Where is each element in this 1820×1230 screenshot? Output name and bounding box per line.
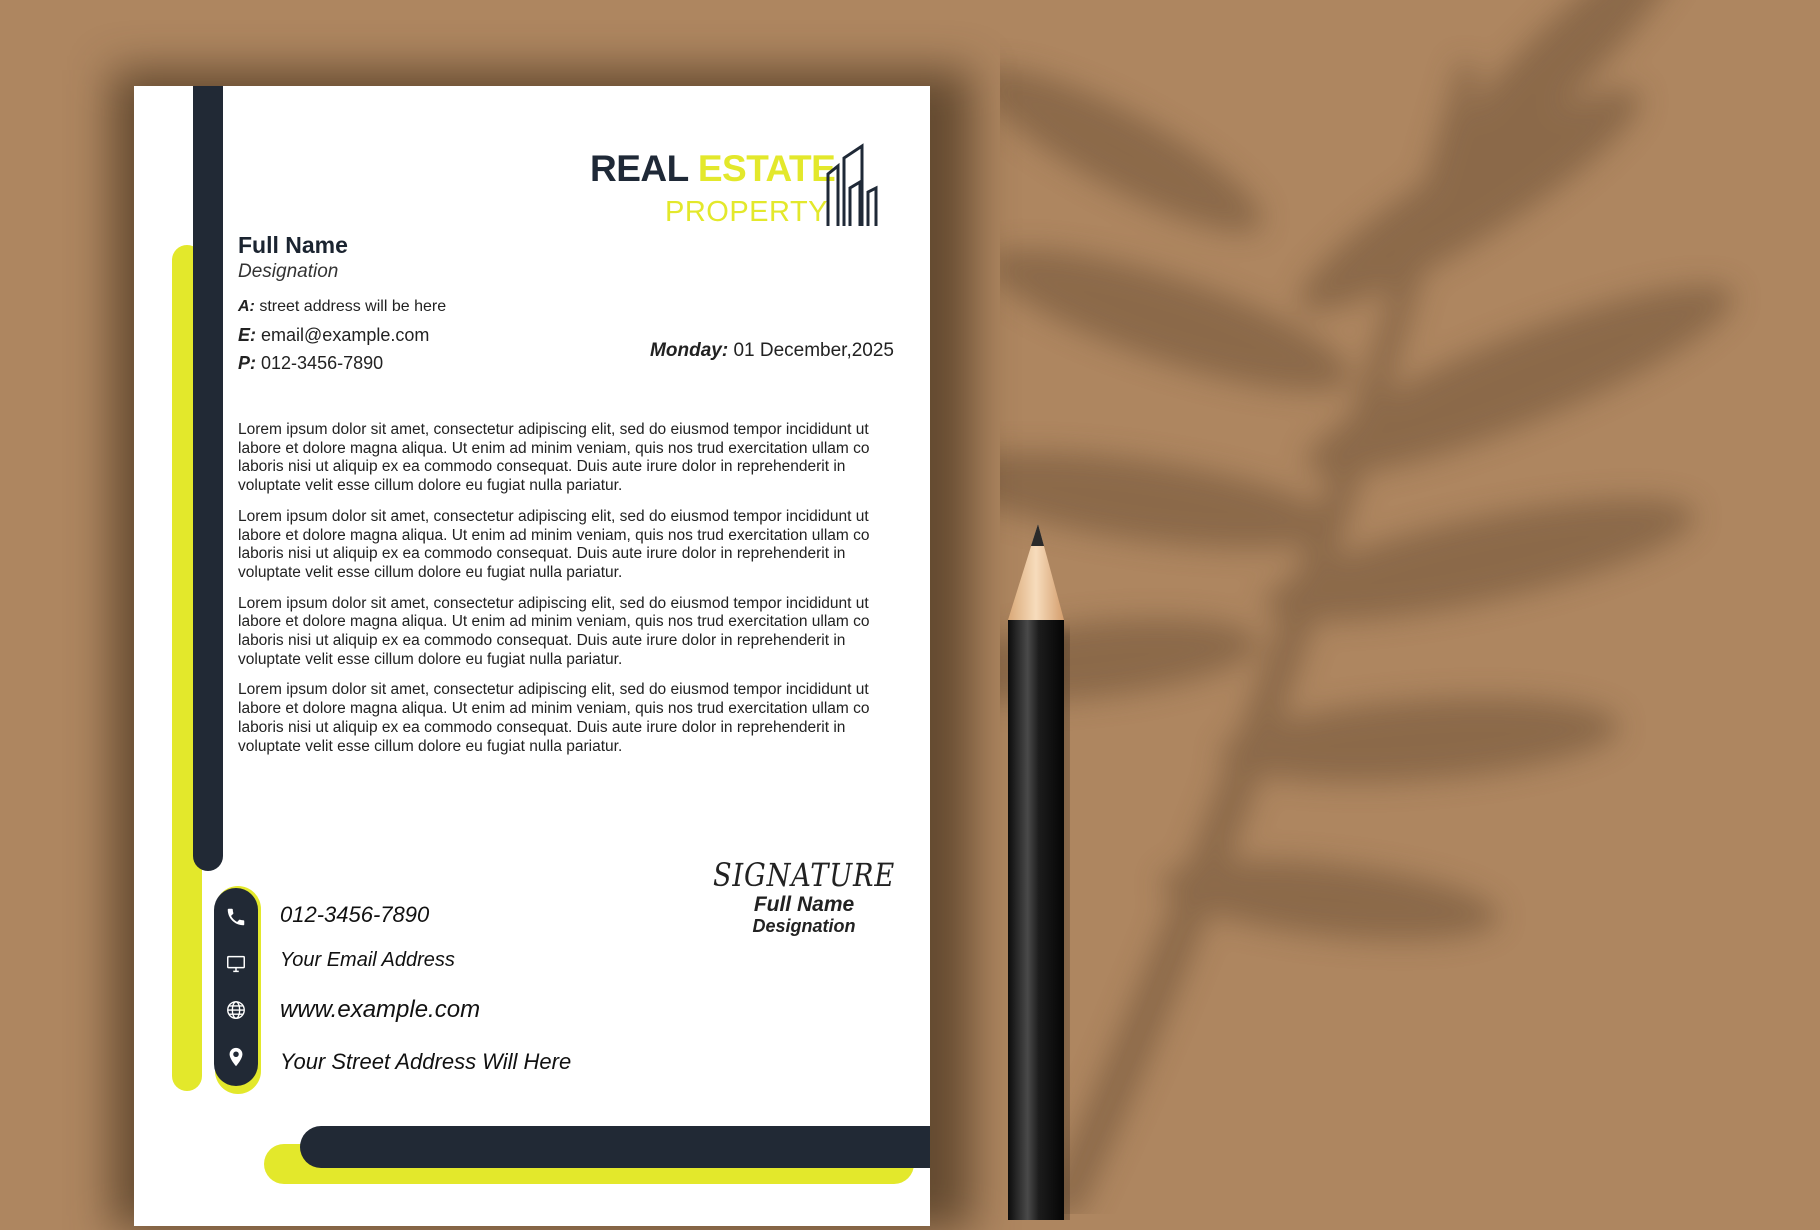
- signature-designation: Designation: [752, 916, 856, 936]
- body-paragraph: Lorem ipsum dolor sit amet, consectetur adipiscing elit, sed do eiusmod tempor incididunt ut labore et dolore magna aliqua. Ut enim ad minim veniam, quis nos trud exercitation ullam co laboris nisi ut aliquip ex ea commodo consequat. Duis aute irure dolor in reprehenderit in voluptate velit esse cillum dolore eu fugiat nulla pariatur.: [238, 594, 870, 668]
- building-logo-icon: [824, 136, 880, 226]
- letter-body: [238, 421, 900, 768]
- sender-email[interactable]: email@example.com: [261, 325, 430, 345]
- footer-address: Your Street Address Will Here: [280, 1049, 572, 1074]
- logo-word-estate: ESTATE: [697, 148, 836, 189]
- email-label: E:: [238, 325, 256, 345]
- location-pin-icon: [225, 1046, 247, 1068]
- sender-phone: 012-3456-7890: [261, 353, 384, 373]
- footer-website[interactable]: www.example.com: [280, 996, 481, 1023]
- leaf-shadow: [1000, 0, 1820, 1214]
- body-paragraph: Lorem ipsum dolor sit amet, consectetur adipiscing elit, sed do eiusmod tempor incididunt ut labore et dolore magna aliqua. Ut enim ad minim veniam, quis nos trud exercitation ullam co laboris nisi ut aliquip ex ea commodo consequat. Duis aute irure dolor in reprehenderit in voluptate velit esse cillum dolore eu fugiat nulla pariatur.: [238, 681, 870, 755]
- logo-wordmark: [590, 148, 835, 190]
- sender-name: Full Name: [238, 232, 348, 258]
- logo-word-property: PROPERTY: [665, 196, 829, 228]
- left-navy-bar: [193, 86, 223, 871]
- body-paragraph: Lorem ipsum dolor sit amet, consectetur adipiscing elit, sed do eiusmod tempor incididunt ut labore et dolore magna aliqua. Ut enim ad minim veniam, quis nos trud exercitation ullam co laboris nisi ut aliquip ex ea commodo consequat. Duis aute irure dolor in reprehenderit in voluptate velit esse cillum dolore eu fugiat nulla pariatur.: [238, 421, 870, 495]
- phone-label: P:: [238, 353, 256, 373]
- letter-date: [650, 340, 894, 362]
- sender-address: street address will be here: [259, 298, 447, 315]
- date-value: 01 December,2025: [733, 340, 894, 361]
- pencil-prop: [986, 520, 1070, 1220]
- sender-designation: Designation: [238, 261, 339, 282]
- bottom-navy-bar: [300, 1126, 930, 1168]
- signature-block: [694, 858, 914, 936]
- phone-icon: [225, 906, 247, 928]
- monitor-icon: [225, 953, 247, 975]
- sender-email-line: [238, 325, 429, 346]
- footer-email[interactable]: Your Email Address: [280, 949, 455, 971]
- body-paragraph: Lorem ipsum dolor sit amet, consectetur adipiscing elit, sed do eiusmod tempor incididunt ut labore et dolore magna aliqua. Ut enim ad minim veniam, quis nos trud exercitation ullam co laboris nisi ut aliquip ex ea commodo consequat. Duis aute irure dolor in reprehenderit in voluptate velit esse cillum dolore eu fugiat nulla pariatur.: [238, 507, 870, 581]
- globe-icon: [225, 999, 247, 1021]
- footer-icon-column: [214, 888, 258, 1086]
- date-weekday: Monday:: [650, 340, 729, 361]
- sender-address-line: [238, 298, 446, 316]
- logo-word-real: REAL: [590, 148, 689, 189]
- letterhead-page: [134, 86, 930, 1226]
- address-label: A:: [238, 298, 255, 315]
- footer-phone: 012-3456-7890: [280, 902, 430, 927]
- sender-phone-line: [238, 353, 383, 374]
- signature-name: Full Name: [753, 893, 855, 916]
- signature-script: SIGNATURE: [712, 856, 896, 894]
